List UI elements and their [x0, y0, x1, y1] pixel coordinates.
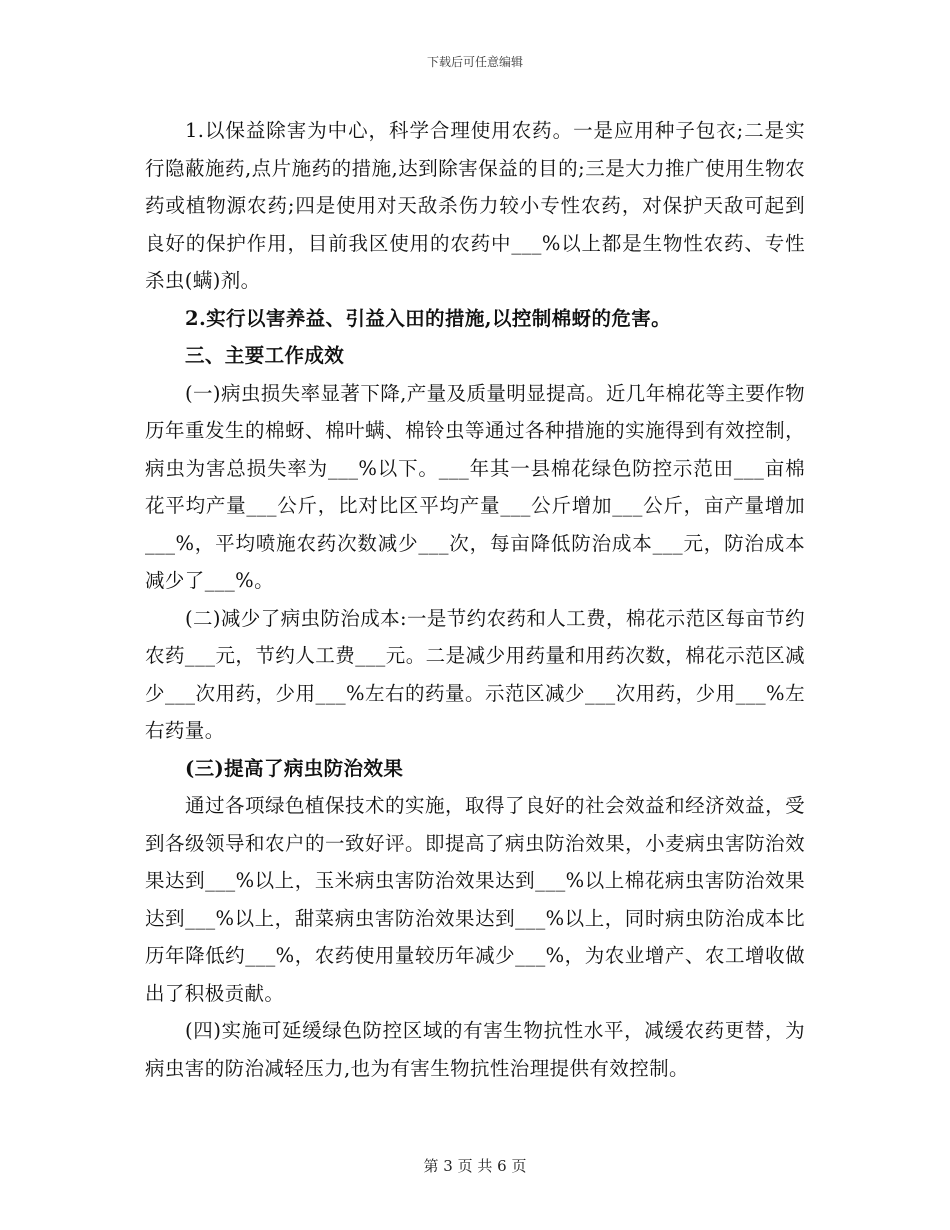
paragraph-control-effect: 通过各项绿色植保技术的实施，取得了良好的社会效益和经济效益，受到各级领导和农户的一致好评。即提高了病虫防治效果，小麦病虫害防治效果达到___%以上，玉米病虫害防治效果达到___%以上棉花病虫害防治效果达到___%以上，甜菜病虫害防治效果达到___%以上，同时病虫防治成本比历年降低约___%，农药使用量较历年减少___%，为农业增产、农工增收做出了积极贡献。 [145, 794, 805, 1005]
document-body [145, 112, 805, 1087]
paragraph-pesticide-use: 1.以保益除害为中心，科学合理使用农药。一是应用种子包衣;二是实行隐蔽施药,点片施药的措施,达到除害保益的目的;三是大力推广使用生物农药或植物源农药;四是使用对天敌杀伤力较小专性农药，对保护天敌可起到良好的保护作用，目前我区使用的农药中___%以上都是生物性农药、专性杀虫(螨)剂。 [145, 119, 805, 292]
page-footer: 第 3 页 共 6 页 [423, 1157, 527, 1175]
paragraph-cost-reduction: (二)减少了病虫防治成本:一是节约农药和人工费，棉花示范区每亩节约农药___元，节约人工费___元。二是减少用药量和用药次数，棉花示范区减少___次用药，少用___%左右的药量。示范区减少___次用药，少用___%左右药量。 [145, 606, 805, 742]
paragraph-loss-rate: (一)病虫损失率显著下降,产量及质量明显提高。近几年棉花等主要作物历年重发生的棉蚜、棉叶螨、棉铃虫等通过各种措施的实施得到有效控制，病虫为害总损失率为___%以下。___年其一县棉花绿色防控示范田___亩棉花平均产量___公斤，比对比区平均产量___公斤增加___公斤，亩产量增加___%，平均喷施农药次数减少___次，每亩降低防治成本___元，防治成本减少了___%。 [145, 381, 805, 592]
paragraph-aphid-control: 2.实行以害养益、引益入田的措施,以控制棉蚜的危害。 [185, 306, 672, 330]
section-heading-results: 三、主要工作成效 [185, 344, 345, 367]
paragraph-resistance: (四)实施可延缓绿色防控区域的有害生物抗性水平，减缓农药更替，为病虫害的防治减轻压力,也为有害生物抗性治理提供有效控制。 [145, 1019, 805, 1080]
subheading-control-effect: (三)提高了病虫防治效果 [185, 756, 404, 780]
page-header: 下载后可任意编辑 [426, 55, 523, 69]
